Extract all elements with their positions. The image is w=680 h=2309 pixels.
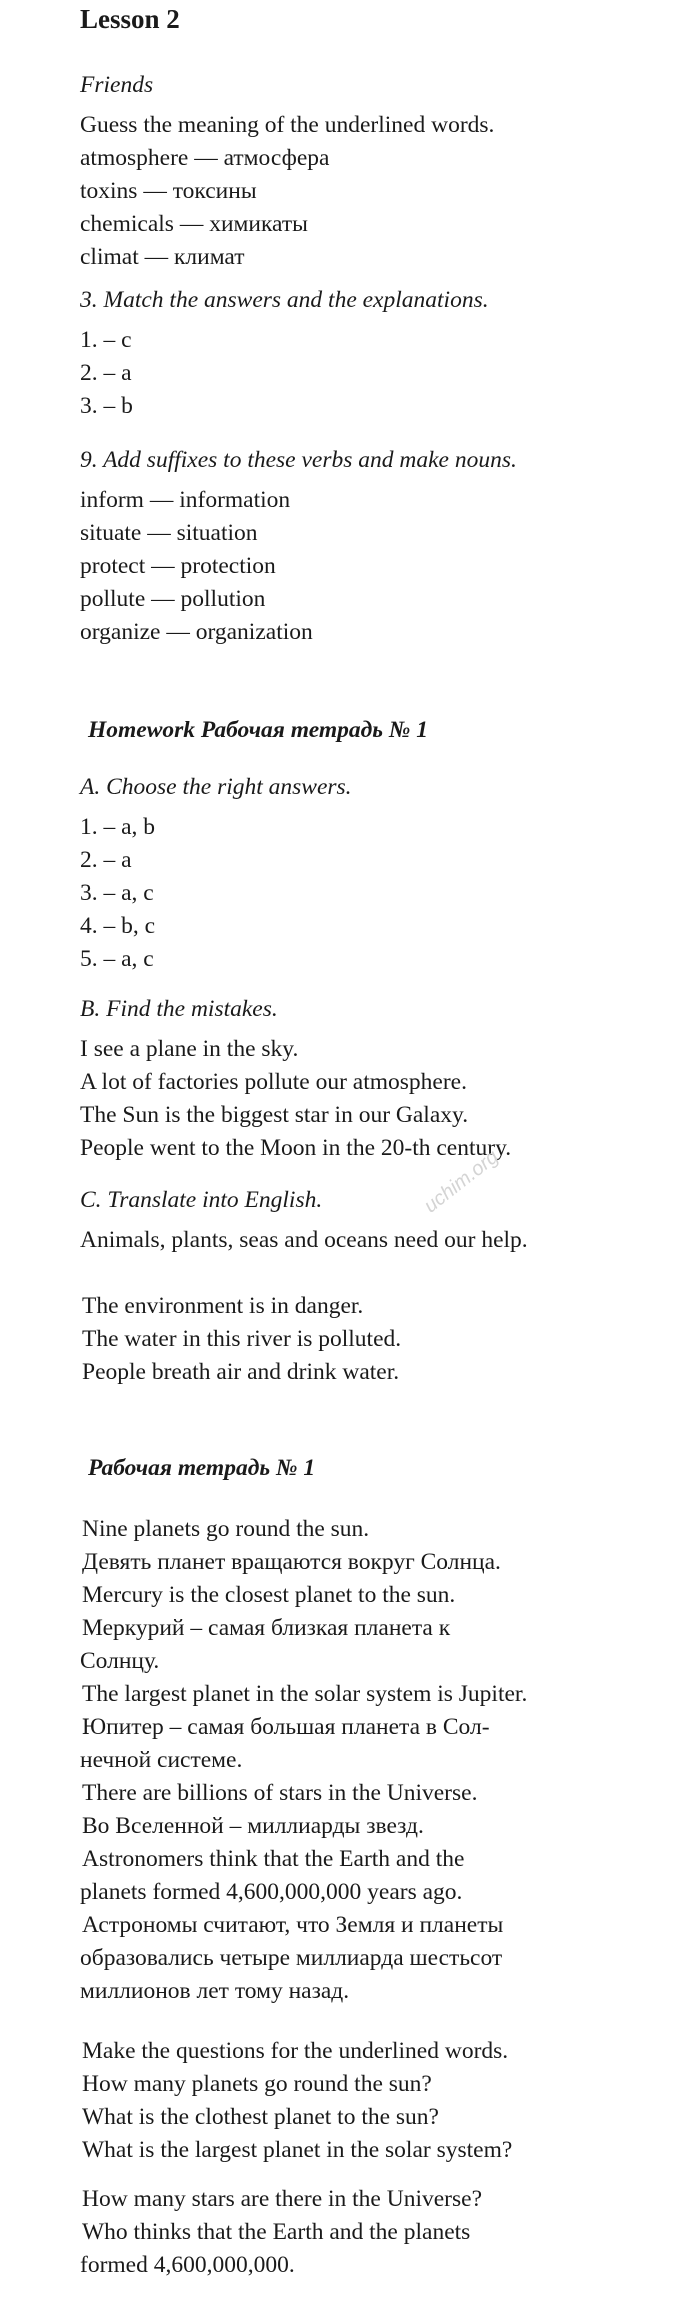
workbook-line: There are billions of stars in the Universe. [82, 1780, 478, 1806]
workbook-line: нечной системе. [80, 1747, 243, 1773]
ex9-pair: pollute — pollution [80, 586, 266, 612]
hw-c-heading: C. Translate into English. [80, 1187, 323, 1213]
ex3-answer: 2. – a [80, 360, 132, 386]
workbook-line: Астрономы считают, что Земля и планеты [82, 1912, 504, 1938]
question-line: What is the clothest planet to the sun? [82, 2104, 439, 2130]
hw-c-line: The water in this river is polluted. [82, 1326, 402, 1352]
watermark: uchim.org [420, 1145, 503, 1218]
hw-b-line: People went to the Moon in the 20-th century. [80, 1135, 512, 1161]
hw-a-heading: A. Choose the right answers. [80, 774, 352, 800]
homework-heading: Homework Рабочая тетрадь № 1 [88, 717, 429, 743]
workbook-line: planets formed 4,600,000,000 years ago. [80, 1879, 463, 1905]
ex9-pair: situate — situation [80, 520, 258, 546]
workbook-line: Юпитер – самая большая планета в Сол- [82, 1714, 490, 1740]
workbook-line: Солнцу. [80, 1648, 160, 1674]
friends-task: Guess the meaning of the underlined words. [80, 112, 495, 138]
workbook-line: Astronomers think that the Earth and the [82, 1846, 465, 1872]
ex9-pair: organize — organization [80, 619, 313, 645]
ex9-heading: 9. Add suffixes to these verbs and make nouns. [80, 447, 517, 473]
ex9-pair: inform — information [80, 487, 291, 513]
question-line: How many planets go round the sun? [82, 2071, 432, 2097]
hw-a-answer: 1. – a, b [80, 814, 156, 840]
question-line: Who thinks that the Earth and the planets [82, 2219, 471, 2245]
hw-b-heading: B. Find the mistakes. [80, 996, 278, 1022]
workbook-line: Во Вселенной – миллиарды звезд. [82, 1813, 424, 1839]
hw-b-line: A lot of factories pollute our atmosphere. [80, 1069, 467, 1095]
hw-c-line: People breath air and drink water. [82, 1359, 400, 1385]
workbook-line: Mercury is the closest planet to the sun. [82, 1582, 456, 1608]
ex3-answer: 1. – c [80, 327, 132, 353]
friends-word: chemicals — химикаты [80, 211, 308, 237]
ex3-answer: 3. – b [80, 393, 133, 419]
friends-word: atmosphere — атмосфера [80, 145, 330, 171]
hw-c-line: The environment is in danger. [82, 1293, 364, 1319]
workbook-line: Меркурий – самая близкая планета к [82, 1615, 451, 1641]
ex3-heading: 3. Match the answers and the explanations. [80, 287, 489, 313]
question-line: How many stars are there in the Universe? [82, 2186, 483, 2212]
workbook-heading: Рабочая тетрадь № 1 [88, 1455, 316, 1481]
workbook-line: образовались четыре миллиарда шестьсот [80, 1945, 503, 1971]
hw-b-line: I see a plane in the sky. [80, 1036, 299, 1062]
hw-c-line: Animals, plants, seas and oceans need our help. [80, 1227, 528, 1253]
hw-a-answer: 5. – a, c [80, 946, 154, 972]
ex9-pair: protect — protection [80, 553, 276, 579]
questions-heading: Make the questions for the underlined words. [82, 2038, 509, 2064]
friends-heading: Friends [80, 72, 154, 98]
workbook-line: миллионов лет тому назад. [80, 1978, 350, 2004]
hw-a-answer: 4. – b, c [80, 913, 156, 939]
workbook-line: Девять планет вращаются вокруг Солнца. [82, 1549, 501, 1575]
workbook-line: Nine planets go round the sun. [82, 1516, 370, 1542]
workbook-line: The largest planet in the solar system is Jupiter. [82, 1681, 528, 1707]
lesson-title: Lesson 2 [80, 4, 180, 34]
hw-a-answer: 2. – a [80, 847, 132, 873]
question-line: formed 4,600,000,000. [80, 2252, 295, 2278]
question-line: What is the largest planet in the solar system? [82, 2137, 513, 2163]
friends-word: toxins — токсины [80, 178, 257, 204]
hw-b-line: The Sun is the biggest star in our Galaxy. [80, 1102, 469, 1128]
hw-a-answer: 3. – a, c [80, 880, 154, 906]
friends-word: climat — климат [80, 244, 245, 270]
